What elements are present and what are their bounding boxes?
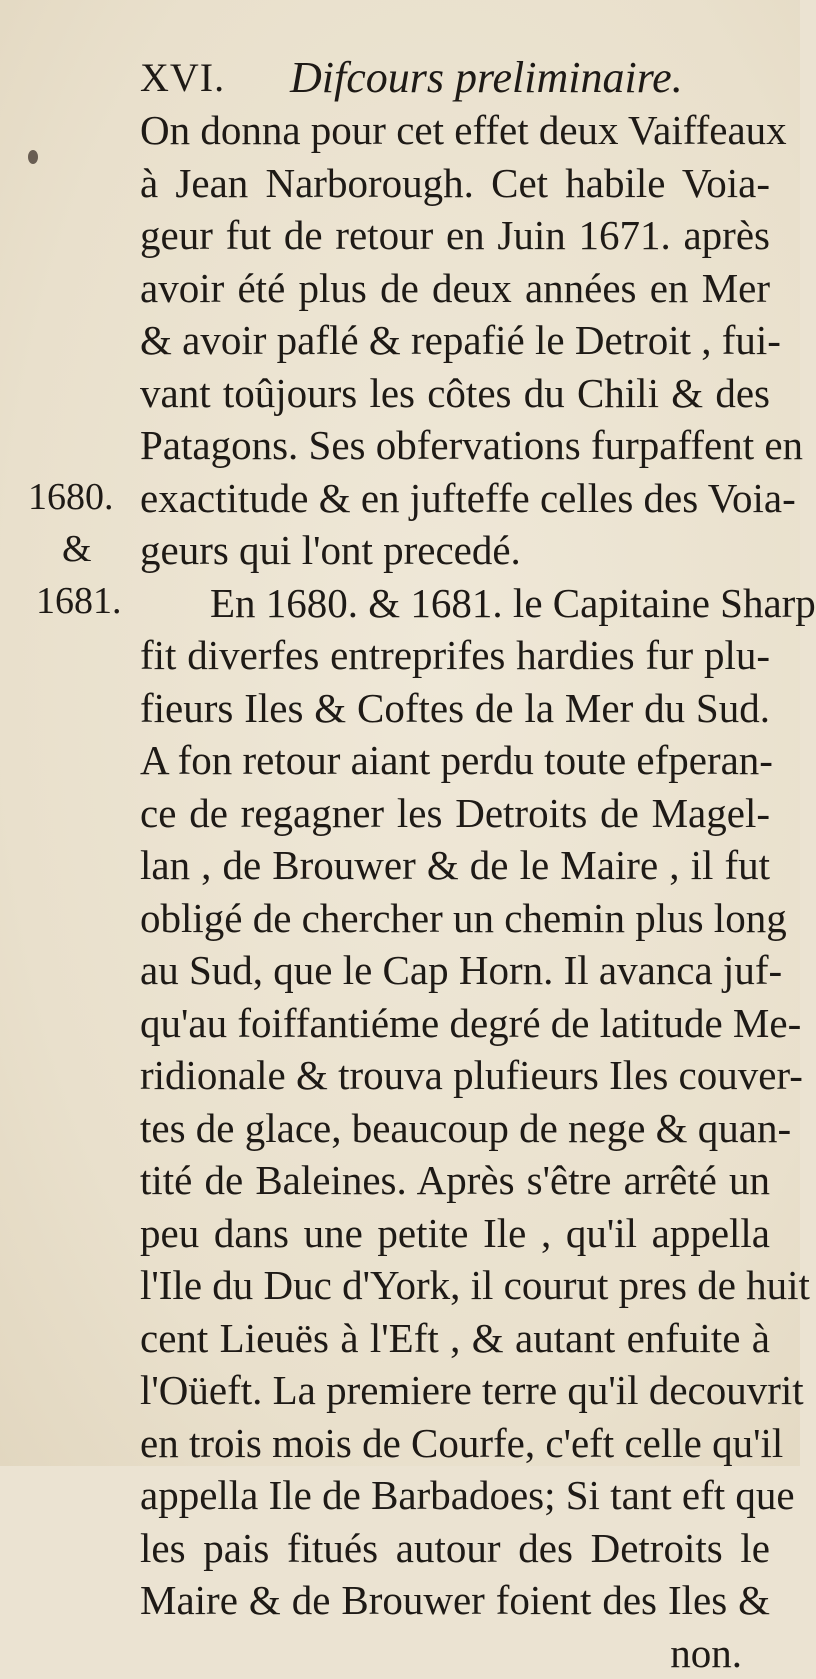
text-line: En 1680. & 1681. le Capitaine Sharp — [140, 577, 770, 630]
running-title: Difcours preliminaire. — [290, 52, 683, 104]
text-line: obligé de chercher un chemin plus long — [140, 892, 770, 945]
text-line: avoir été plus de deux années en Mer — [140, 262, 770, 315]
catchword: non. — [140, 1627, 770, 1679]
text-line: en trois mois de Courfe, c'eft celle qu'il — [140, 1417, 770, 1470]
page-header — [140, 52, 760, 104]
text-line: On donna pour cet effet deux Vaiffeaux — [140, 104, 770, 157]
text-line: fieurs Iles & Coftes de la Mer du Sud. — [140, 682, 770, 735]
text-line: cent Lieuës à l'Eft , & autant enfuite à — [140, 1312, 770, 1365]
body-text — [140, 104, 770, 1679]
text-line: & avoir paflé & repafié le Detroit , fui- — [140, 314, 770, 367]
text-line: l'Ile du Duc d'York, il courut pres de huit — [140, 1259, 770, 1312]
page-number: XVI. — [140, 52, 225, 104]
margin-year-1681: 1681. — [28, 575, 136, 628]
text-line: geur fut de retour en Juin 1671. après — [140, 209, 770, 262]
text-line: fit diverfes entreprifes hardies fur plu- — [140, 629, 770, 682]
text-line: vant toûjours les côtes du Chili & des — [140, 367, 770, 420]
text-line: au Sud, que le Cap Horn. Il avanca juf- — [140, 944, 770, 997]
text-line: appella Ile de Barbadoes; Si tant eft que — [140, 1469, 770, 1522]
text-line: A fon retour aiant perdu toute efperan- — [140, 734, 770, 787]
text-line: les pais fitués autour des Detroits le — [140, 1522, 770, 1575]
text-line: Maire & de Brouwer foient des Iles & — [140, 1574, 770, 1627]
margin-ampersand: & — [28, 523, 162, 576]
margin-year-1680: 1680. — [28, 471, 128, 524]
text-line: ridionale & trouva plufieurs Iles couver- — [140, 1049, 770, 1102]
text-line: l'Oüeft. La premiere terre qu'il decouvrit — [140, 1364, 770, 1417]
text-line: tité de Baleines. Après s'être arrêté un — [140, 1154, 770, 1207]
text-line: geurs qui l'ont precedé. — [140, 524, 770, 577]
text-line: ce de regagner les Detroits de Magel- — [140, 787, 770, 840]
text-line: tes de glace, beaucoup de nege & quan- — [140, 1102, 770, 1155]
text-line: qu'au foiffantiéme degré de latitude Me- — [140, 997, 770, 1050]
text-line: exactitude & en jufteffe celles des Voia- — [140, 472, 770, 525]
text-line: à Jean Narborough. Cet habile Voia- — [140, 157, 770, 210]
text-line: lan , de Brouwer & de le Maire , il fut — [140, 839, 770, 892]
text-line: Patagons. Ses obfervations furpaffent en — [140, 419, 770, 472]
ink-blot — [28, 150, 38, 164]
text-line: peu dans une petite Ile , qu'il appella — [140, 1207, 770, 1260]
